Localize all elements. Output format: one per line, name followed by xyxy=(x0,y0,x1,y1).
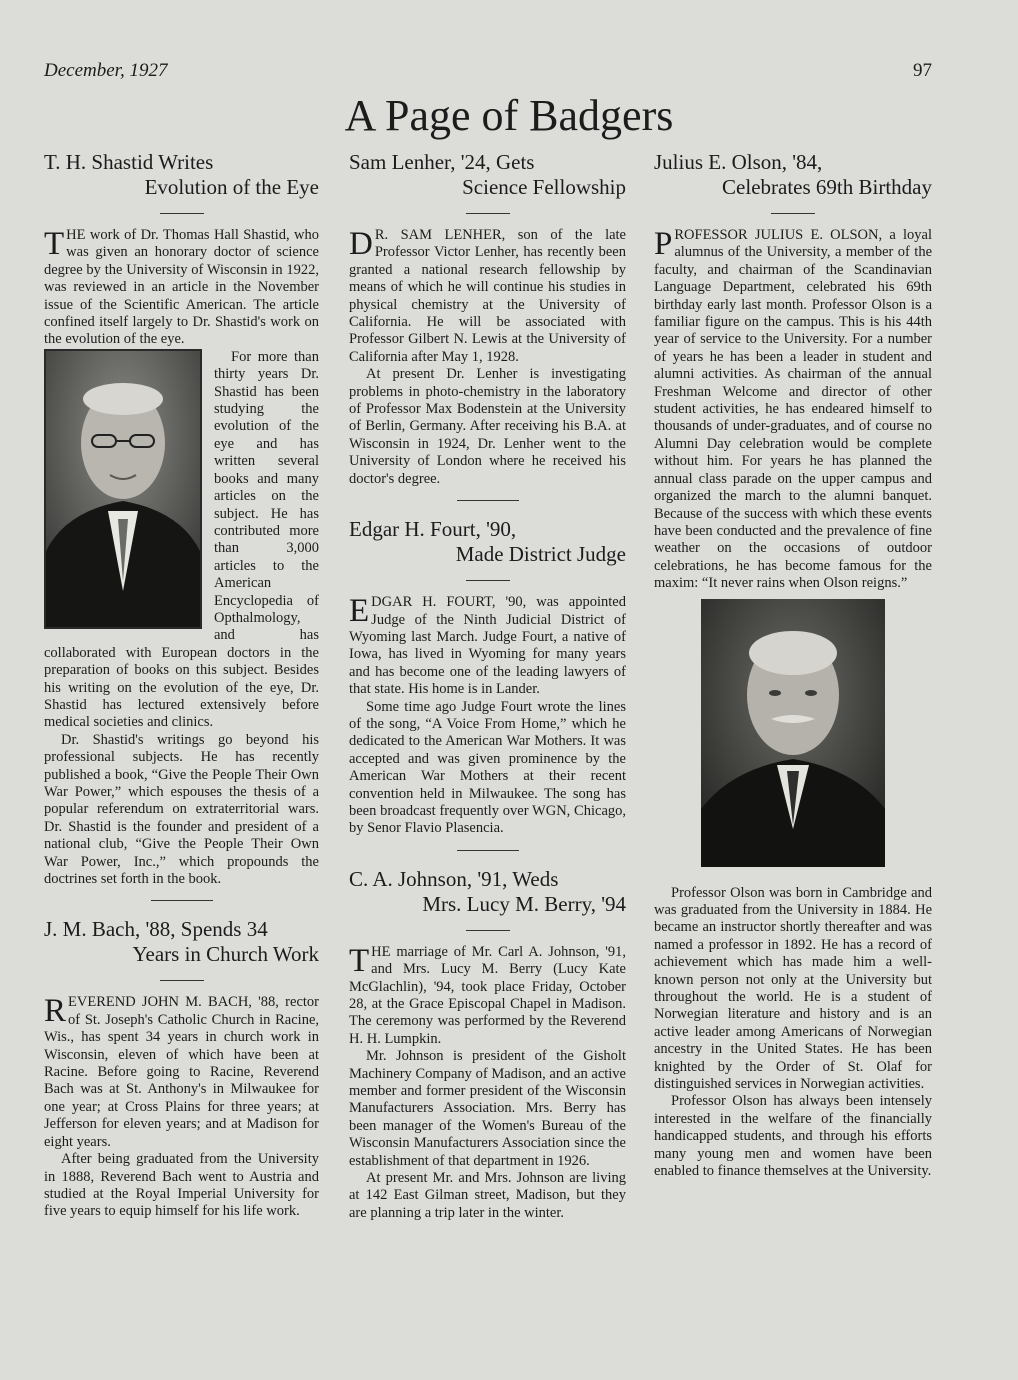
divider xyxy=(160,213,204,214)
article-paragraph: Some time ago Judge Fourt wrote the lines of the song, “A Voice From Home,” which he dedicated to the American War Mothers. It was accepted and was given prominence by the American War Mothers at their recent convention held in Milwaukee. The song has been broadcast frequently over WGN, Chicago, by Senor Flavio Plasencia. xyxy=(349,698,626,837)
portrait-illustration xyxy=(46,351,200,627)
headline-fourt xyxy=(349,517,626,567)
article-paragraph: At present Mr. and Mrs. Johnson are living at 142 East Gilman street, Madison, but they are planning a trip later in the winter. xyxy=(349,1170,626,1221)
drop-cap: R xyxy=(44,993,67,1030)
divider xyxy=(771,213,815,214)
section-divider xyxy=(457,500,519,501)
running-date: December, 1927 xyxy=(44,60,168,81)
portrait-photo-olson xyxy=(701,599,885,867)
section-divider xyxy=(151,900,213,901)
article-paragraph xyxy=(349,944,626,1048)
divider xyxy=(466,580,510,581)
article-paragraph: For more than thirty years Dr. Shastid has been studying the evolution of the eye and has written several books and many articles on the subject. He has contributed more than 3,000 articles to the American Encyclopedia of Opthalmology, and has collaborated with European doctors in the preparation of books on this subject. Besides his writing on the evolution of the eye, Dr. Shastid has lectured extensively before medical societies and clinics. xyxy=(44,348,319,731)
headline-line-1: J. M. Bach, '88, Spends 34 xyxy=(44,917,268,942)
divider xyxy=(160,980,204,981)
page-title: A Page of Badgers xyxy=(344,91,674,140)
article-shastid xyxy=(44,227,319,888)
paragraph-text: DGAR H. FOURT, '90, was appointed Judge of the Ninth Judicial District of Wyoming last March. Judge Fourt, a native of Iowa, has lived in Wyoming for many years and has become one of the leading lawyers of that state. His home is in Lander. xyxy=(349,594,626,698)
article-paragraph xyxy=(349,594,626,698)
headline-shastid xyxy=(44,150,319,200)
portrait-illustration xyxy=(701,599,885,867)
article-paragraph: At present Dr. Lenher is investigating problems in photo-chemistry in the laboratory of Professor Max Bodenstein at the University of Berlin, Germany. After receiving his B.A. at Wisconsin in 1924, Dr. Lenher went to the University of London where he received his doctor's degree. xyxy=(349,366,626,487)
portrait-photo-shastid xyxy=(44,349,202,629)
headline-olson xyxy=(654,150,932,200)
article-paragraph: Dr. Shastid's writings go beyond his professional subjects. He has recently published a book, “Give the People Their Own War Power,” which espouses the thesis of a popular referendum on extraterritorial wars. Dr. Shastid is the founder and president of a national club, “Give the People Their Own War Power, Inc.,” which propounds the doctrines set forth in the book. xyxy=(44,731,319,888)
headline-line-2: Evolution of the Eye xyxy=(144,175,319,199)
headline-line-1: T. H. Shastid Writes xyxy=(44,150,214,174)
drop-cap: P xyxy=(654,226,673,262)
paragraph-text: HE marriage of Mr. Carl A. Johnson, '91, and Mrs. Lucy M. Berry (Lucy Kate McGlachlin), '94, took place Friday, October 28, at the Grace Episcopal Chapel in Madison. The ceremony was performed by the Reverend H. H. Lumpkin. xyxy=(349,943,626,1047)
section-divider xyxy=(457,850,519,851)
article-fourt xyxy=(349,594,626,838)
headline-line-2: Years in Church Work xyxy=(132,942,319,967)
headline-line-1: C. A. Johnson, '91, Weds xyxy=(349,866,559,891)
paragraph-text: HE work of Dr. Thomas Hall Shastid, who was given an honorary doctor of science degree by the University of Wisconsin in 1922, was reviewed in an article in the November issue of the Scientific American. The article confined itself largely to Dr. Shastid's work on the evolution of the eye. xyxy=(44,227,319,348)
article-paragraph: After being graduated from the University in 1888, Reverend Bach went to Austria and studied at the Royal Imperial University for five years to equip himself for his life work. xyxy=(44,1151,319,1220)
paragraph-text: ROFESSOR JULIUS E. OLSON, a loyal alumnus of the University, a member of the faculty, and chairman of the Scandinavian Language Department, celebrated his 69th birthday early last month. Professor Olson is a familiar figure on the campus. This is his 44th year of service to the University. For a number of years he has been a leader in student and alumni activities. As chairman of the annual Freshman Welcome and director of other student activities, he has endeared himself to thousands of under-graduates, and of course no Alumni Day celebration would be complete without him. For years he has planned the annual class parade on the upper campus and organized the march to the alumni banquet. Because of the success with which these events have been conducted and the prevalence of fine weather on the occasions of outdoor celebrations, he has become famous for the maxim: “It never rains when Olson reigns.” xyxy=(654,227,932,592)
article-paragraph xyxy=(44,227,319,349)
column-right xyxy=(654,150,932,1180)
divider xyxy=(466,213,510,214)
headline-line-1: Edgar H. Fourt, '90, xyxy=(349,517,517,542)
article-paragraph: Mr. Johnson is president of the Gisholt Machinery Company of Madison, and an active member and former president of the Wisconsin Manufacturers Association. Mrs. Berry has been manager of the Women's Bureau of the Wisconsin Manufacturers Association since the establishment of that department in 1926. xyxy=(349,1048,626,1169)
article-bach xyxy=(44,994,319,1220)
divider xyxy=(466,930,510,931)
article-johnson xyxy=(349,944,626,1223)
article-lenher xyxy=(349,227,626,488)
page-number: 97 xyxy=(913,60,932,81)
drop-cap: D xyxy=(349,226,373,262)
headline-line-2: Celebrates 69th Birthday xyxy=(722,175,932,199)
article-paragraph xyxy=(654,227,932,593)
headline-line-2: Made District Judge xyxy=(455,542,626,567)
drop-cap: T xyxy=(44,226,65,262)
paragraph-text: EVEREND JOHN M. BACH, '88, rector of St. Joseph's Catholic Church in Racine, Wis., has spent 34 years in church work in Wisconsin, eleven of which have been at Racine. Before going to Racine, Reverend Bach was at St. Anthony's in Milwaukee for one year; at Cross Plains for three years; at Jefferson for eleven years; and at Madison for eight years. xyxy=(44,994,319,1150)
headline-line-2: Mrs. Lucy M. Berry, '94 xyxy=(422,891,626,916)
column-middle xyxy=(349,150,626,1222)
headline-bach xyxy=(44,917,319,967)
drop-cap: E xyxy=(349,593,370,630)
column-left xyxy=(44,150,319,1221)
headline-line-2: Science Fellowship xyxy=(462,175,626,199)
article-paragraph xyxy=(349,227,626,366)
drop-cap: T xyxy=(349,942,370,979)
article-olson xyxy=(654,227,932,1180)
article-paragraph: Professor Olson was born in Cambridge and was graduated from the University in 1884. He became an instructor shortly thereafter and was named a professor in 1892. He has a record of achievement which has made him a well-known person not only at the University but throughout the world. He is a student of Norwegian literature and history and is an active leader among Americans of Norwegian ancestry in the United States. He has been knighted by the Order of St. Olaf for distinguished services in Norwegian activities. xyxy=(654,884,932,1092)
headline-line-1: Sam Lenher, '24, Gets xyxy=(349,150,535,174)
article-paragraph: Professor Olson has always been intensely interested in the welfare of the financially handicapped students, and through his efforts many young men and women have been enabled to finance themselves at the University. xyxy=(654,1093,932,1180)
article-paragraph xyxy=(44,994,319,1151)
paragraph-text: R. SAM LENHER, son of the late Professor Victor Lenher, has recently been granted a national research fellowship by means of which he will continue his studies in physical chemistry at the University of California. He will be associated with Professor Gilbert N. Lewis at the University of California after May 1, 1928. xyxy=(349,227,626,365)
headline-lenher xyxy=(349,150,626,200)
headline-johnson xyxy=(349,867,626,917)
headline-line-1: Julius E. Olson, '84, xyxy=(654,150,823,174)
